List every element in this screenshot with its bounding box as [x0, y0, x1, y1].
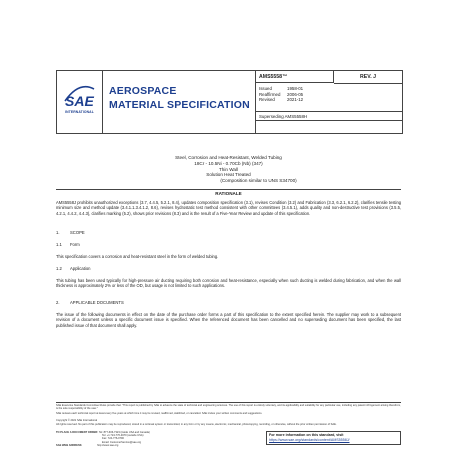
section-1-2-heading: 1.2 Application: [56, 266, 91, 271]
subtitle-line-3: Thin Wall: [219, 166, 238, 172]
sae-logo-icon: [63, 79, 96, 109]
date-row-issued: Issued 1958-01: [259, 86, 304, 91]
section-1-1-heading: 1.1 Form: [56, 242, 80, 247]
standard-url-link[interactable]: https://www.sae.org/standards/content/AMS5558J/: [269, 437, 350, 442]
document-header: [56, 70, 403, 134]
subtitle-line-5: (Composition similar to UNS S34700): [220, 178, 297, 184]
title-line-1: AEROSPACE: [109, 85, 177, 97]
divider: [56, 189, 401, 190]
section-2-heading: 2. APPLICABLE DOCUMENTS: [56, 300, 124, 305]
footer-disclaimer: SAE Executive Standards Committee Rules provide that: "This report is published by SAE to advance the state of technical and engineering sciences. The use of this report is entirely voluntary, and its applicability and suitability for any particular use, including any patent infringement arising therefrom, is the sole responsibility of the user.": [56, 404, 401, 411]
spec-subtitle: [56, 155, 401, 184]
section-1-heading: 1. SCOPE: [56, 230, 85, 235]
revision: REV. J: [334, 71, 402, 84]
date-row-revised: Revised 2021-12: [259, 97, 304, 103]
subtitle-line-4: Solution Heat Treated: [206, 172, 251, 178]
sae-web-link[interactable]: http://www.sae.org: [97, 443, 119, 447]
rationale-text: AMS5558J prohibits unauthorized exceptions (3.7, 4.4.5, 5.2.1, 8.4), updates composition specification (3.1), revises Condition (3.2) and Fabrication (3.3, 6.2.1, 6.2.2), clarifies tensile testing minimum size and method update (3.4.1.1.3.4.1.2, 8.6), revises hydrostatic test method consistent with other committees (3.4.5.1), adds quality and non-destructive test provisions (3.5.5, 4.2.1, 4.4.2, 4.4.3), clarifies marking (5.2), shows prior revisions (8.3) and is the result of a Five-Year Review and update of this specification.: [56, 200, 401, 216]
order-contact: TO PLACE A DOCUMENT ORDER: Tel: 877-606-7323 (inside USA and Canada) Tel: +1 724-776-4970 (outside USA) Fax: 724-776-0790 Email: CustomerService@sae.org SAE WEB ADDRESS: http://www.sae.org: [56, 431, 150, 447]
section-1-2-text: This tubing has been used typically for high-pressure air ducting requiring both corrosion and heat-resistance, especially when such ducting is welded during fabrication, and when the wall thickness is approximately 2% or less of the OD, but usage is not limited to such applications.: [56, 278, 401, 289]
title-box: [103, 71, 256, 133]
rationale-heading: RATIONALE: [215, 191, 242, 196]
subtitle-line-1: Steel, Corrosion and Heat-Resistant, Welded Tubing: [175, 155, 282, 160]
subtitle-line-2: 18Cr - 10.5Ni - 0.70Cb (Nb) (347): [194, 160, 263, 166]
svg-text:SAE: SAE: [65, 93, 94, 109]
sae-logo-subtext: INTERNATIONAL: [65, 110, 94, 114]
footer-review-note: SAE reviews each technical report at least every five years at which time it may be revised, reaffirmed, stabilized, or cancelled. SAE invites your written comments and suggestions.: [56, 412, 263, 415]
doc-info-box: [256, 71, 402, 133]
doc-dates: [259, 86, 303, 103]
date-row-reaffirmed: Reaffirmed 2006-05: [259, 91, 304, 97]
footer-copyright: Copyright © 2021 SAE International: [56, 419, 98, 422]
doc-number: AMS5558™: [256, 71, 334, 83]
standard-info-box: [266, 431, 401, 445]
sae-logo: [57, 71, 103, 133]
title-line-2: MATERIAL SPECIFICATION: [109, 99, 250, 111]
superseding-note: Superseding AMS5558H: [256, 111, 402, 121]
footer-divider: [56, 402, 401, 403]
section-1-1-text: This specification covers a corrosion and heat-resistant steel in the form of welded tubing.: [56, 254, 219, 259]
info-box-heading: For more information on this standard, visit: [269, 433, 344, 437]
document-page: [56, 60, 401, 447]
footer-rights: All rights reserved. No part of this publication may be reproduced, stored in a retrieval system or transmitted, in any form or by any means, electronic, mechanical, photocopying, recording, or otherwise, without the prior written permission of SAE.: [56, 423, 337, 426]
section-2-text: The issue of the following documents in effect on the date of the purchase order forms a part of this specification to the extent specified herein. The supplier may work to a subsequent revision of a document unless a specific document issue is specified. When the referenced document has been cancelled and no superseding document has been specified, the last published issue of that document shall apply.: [56, 312, 401, 328]
